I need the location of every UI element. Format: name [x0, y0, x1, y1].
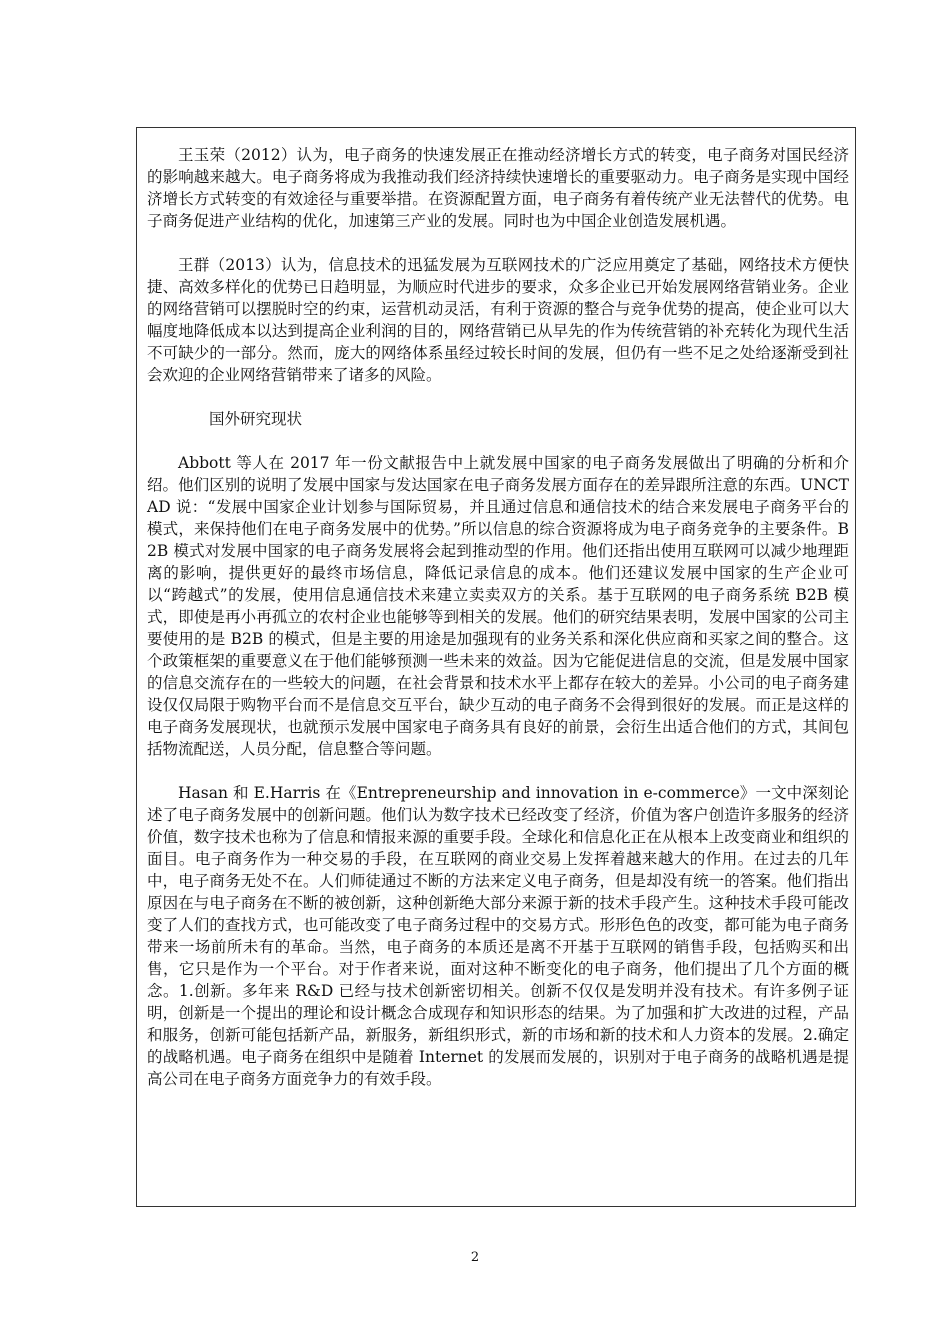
paragraph-wang-qun: 王群（2013）认为，信息技术的迅猛发展为互联网技术的广泛应用奠定了基础，网络技术方便快捷、高效多样化的优势已日趋明显，为顺应时代进步的要求，众多企业已开始发展网络营销业务。企业的网络营销可以摆脱时空的约束，运营机动灵活，有利于资源的整合与竞争优势的提高，使企业可以大幅度地降低成本以达到提高企业利润的目的，网络营销已从早先的作为传统营销的补充转化为现代生活不可缺少的一部分。然而，庞大的网络体系虽经过较长时间的发展，但仍有一些不足之处给逐渐受到社会欢迎的企业网络营销带来了诸多的风险。	[147, 256, 849, 384]
section-heading-foreign-research: 国外研究现状	[209, 410, 303, 428]
page-number: 2	[470, 1250, 480, 1265]
page-border-frame	[136, 127, 856, 1207]
paragraph-hasan-harris: Hasan 和 E.Harris 在《Entrepreneurship and innovation in e-commerce》一文中深刻论述了电子商务发展中的创新问题。他们认为数字技术已经改变了经济，价值为客户创造许多服务的经济价值，数字技术也称为了信息和情报来源的重要手段。全球化和信息化正在从根本上改变商业和组织的面目。电子商务作为一种交易的手段，在互联网的商业交易上发挥着越来越大的作用。在过去的几年中，电子商务无处不在。人们师徒通过不断的方法来定义电子商务，但是却没有统一的答案。他们指出原因在与电子商务在不断的被创新，这种创新绝大部分来源于新的技术手段产生。这种技术手段可能改变了人们的查找方式，也可能改变了电子商务过程中的交易方式。形形色色的改变，都可能为电子商务带来一场前所未有的革命。当然，电子商务的本质还是离不开基于互联网的销售手段，包括购买和出售，它只是作为一个平台。对于作者来说，面对这种不断变化的电子商务，他们提出了几个方面的概念。1.创新。多年来 R&D 已经与技术创新密切相关。创新不仅仅是发明并没有技术。有许多例子证明，创新是一个提出的理论和设计概念合成现存和知识形态的结果。为了加强和扩大改进的过程，产品和服务，创新可能包括新产品，新服务，新组织形式，新的市场和新的技术和人力资本的发展。2.确定的战略机遇。电子商务在组织中是随着 Internet 的发展而发展的，识别对于电子商务的战略机遇是提高公司在电子商务方面竞争力的有效手段。	[147, 784, 849, 1088]
paragraph-abbott: Abbott 等人在 2017 年一份文献报告中上就发展中国家的电子商务发展做出了明确的分析和介绍。他们区别的说明了发展中国家与发达国家在电子商务发展方面存在的差异跟所注意的东西。UNCTAD 说：“发展中国家企业计划参与国际贸易，并且通过信息和通信技术的结合来发展电子商务平台的模式，来保持他们在电子商务发展中的优势。”所以信息的综合资源将成为电子商务竞争的主要条件。B2B 模式对发展中国家的电子商务发展将会起到推动型的作用。他们还指出使用互联网可以减少地理距离的影响，提供更好的最终市场信息，降低记录信息的成本。他们还建议发展中国家的生产企业可以“跨越式”的发展，使用信息通信技术来建立卖卖双方的关系。基于互联网的电子商务系统 B2B 模式，即使是再小再孤立的农村企业也能够等到相关的发展。他们的研究结果表明，发展中国家的公司主要使用的是 B2B 的模式，但是主要的用途是加强现有的业务关系和深化供应商和买家之间的整合。这个政策框架的重要意义在于他们能够预测一些未来的效益。因为它能促进信息的交流，但是发展中国家的信息交流存在的一些较大的问题，在社会背景和技术水平上都存在较大的差异。小公司的电子商务建设仅仅局限于购物平台而不是信息交互平台，缺少互动的电子商务不会得到很好的发展。而正是这样的电子商务发展现状，也就预示发展中国家电子商务具有良好的前景，会衍生出适合他们的方式，其间包括物流配送，人员分配，信息整合等问题。	[147, 454, 849, 758]
document-body	[147, 144, 849, 1112]
paragraph-wang-yurong: 王玉荣（2012）认为，电子商务的快速发展正在推动经济增长方式的转变，电子商务对国民经济的影响越来越大。电子商务将成为我推动我们经济持续快速增长的重要驱动力。电子商务是实现中国经济增长方式转变的有效途径与重要举措。在资源配置方面，电子商务有着传统产业无法替代的优势。电子商务促进产业结构的优化，加速第三产业的发展。同时也为中国企业创造发展机遇。	[147, 146, 849, 230]
